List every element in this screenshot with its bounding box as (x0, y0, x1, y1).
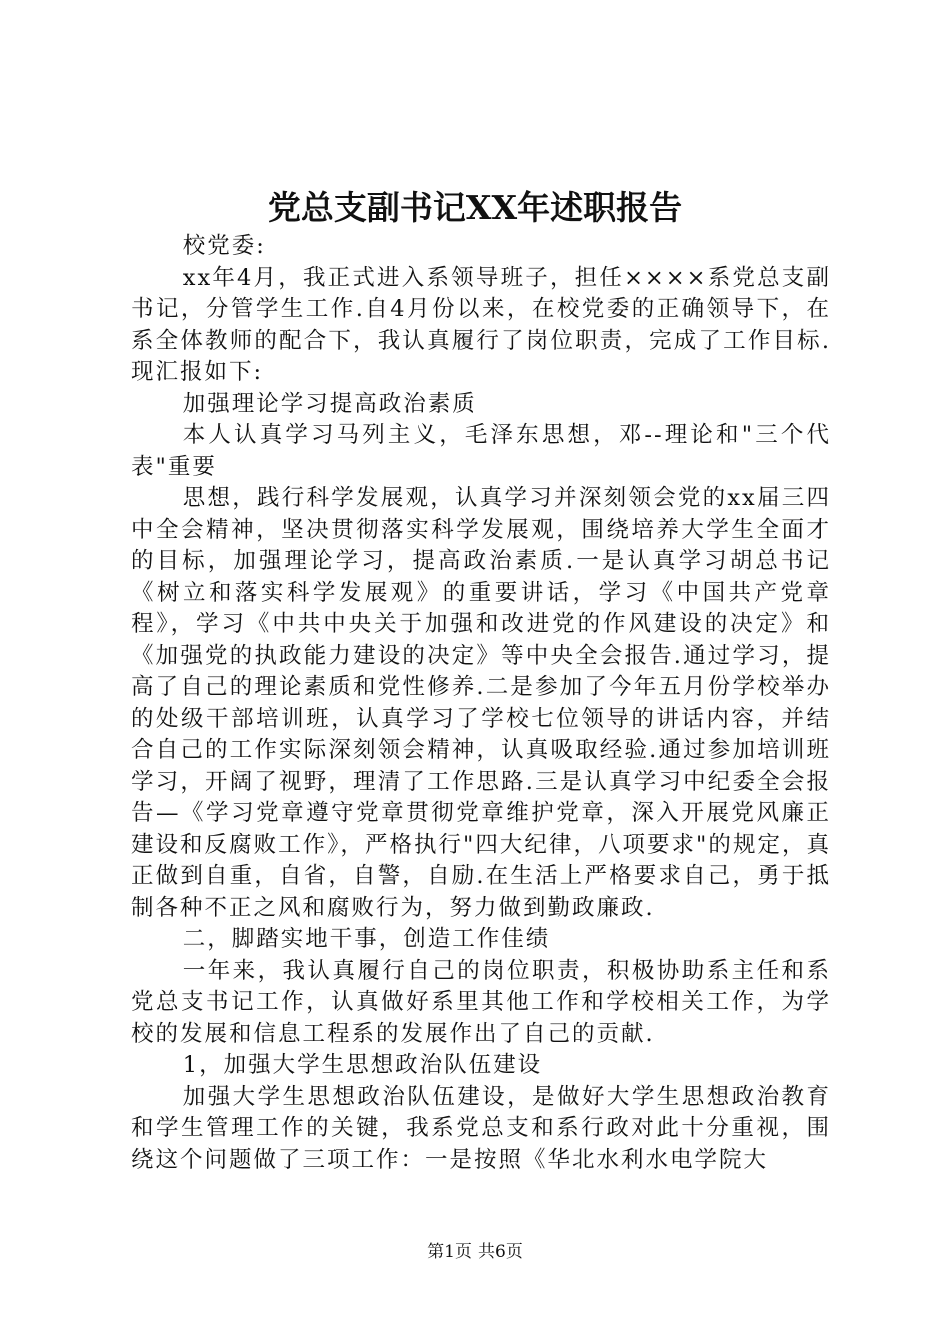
body-paragraph: 思想，践行科学发展观，认真学习并深刻领会党的xx届三四中全会精神，坚决贯彻落实科学发展观，围绕培养大学生全面才的目标，加强理论学习，提高政治素质.一是认真学习胡总书记《树立和落实科学发展观》的重要讲话，学习《中国共产党章程》，学习《中共中央关于加强和改进党的作风建设的决定》和《加强党的执政能力建设的决定》等中央全会报告.通过学习，提高了自己的理论素质和党性修养.二是参加了今年五月份学校举办的处级干部培训班，认真学习了学校七位领导的讲话内容，并结合自己的工作实际深刻领会精神，认真吸取经验.通过参加培训班学习，开阔了视野，理清了工作思路.三是认真学习中纪委全会报告—《学习党章遵守党章贯彻党章维护党章，深入开展党风廉正建设和反腐败工作》，严格执行"四大纪律，八项要求"的规定，真正做到自重，自省，自警，自励.在生活上严格要求自己，勇于抵制各种不正之风和腐败行为，努力做到勤政廉政. (131, 485, 831, 921)
page-total: 共6页 (478, 1242, 523, 1262)
section-heading: 加强理论学习提高政治素质 (182, 390, 477, 417)
document-body (131, 231, 831, 1176)
body-paragraph: 本人认真学习马列主义，毛泽东思想，邓--理论和"三个代表"重要 (131, 422, 831, 480)
section-heading: 二，脚踏实地干事，创造工作佳绩 (182, 926, 551, 952)
body-paragraph: xx年4月，我正式进入系领导班子，担任××××系党总支副书记，分管学生工作.自4月份以来，在校党委的正确领导下，在系全体教师的配合下，我认真履行了岗位职责，完成了工作目标.现汇报如下: (131, 264, 831, 385)
salutation: 校党委: (182, 233, 266, 259)
document-title: 党总支副书记XX年述职报告 (267, 188, 683, 227)
subsection-heading: 1，加强大学生思想政治队伍建设 (182, 1052, 543, 1078)
page-footer (0, 1240, 950, 1264)
page-number: 第1页 (427, 1242, 472, 1262)
body-paragraph: 加强大学生思想政治队伍建设，是做好大学生思想政治教育和学生管理工作的关键，我系党总支和系行政对此十分重视，围绕这个问题做了三项工作：一是按照《华北水利水电学院大 (131, 1083, 831, 1173)
body-paragraph: 一年来，我认真履行自己的岗位职责，积极协助系主任和系党总支书记工作，认真做好系里其他工作和学校相关工作，为学校的发展和信息工程系的发展作出了自己的贡献. (131, 957, 831, 1047)
